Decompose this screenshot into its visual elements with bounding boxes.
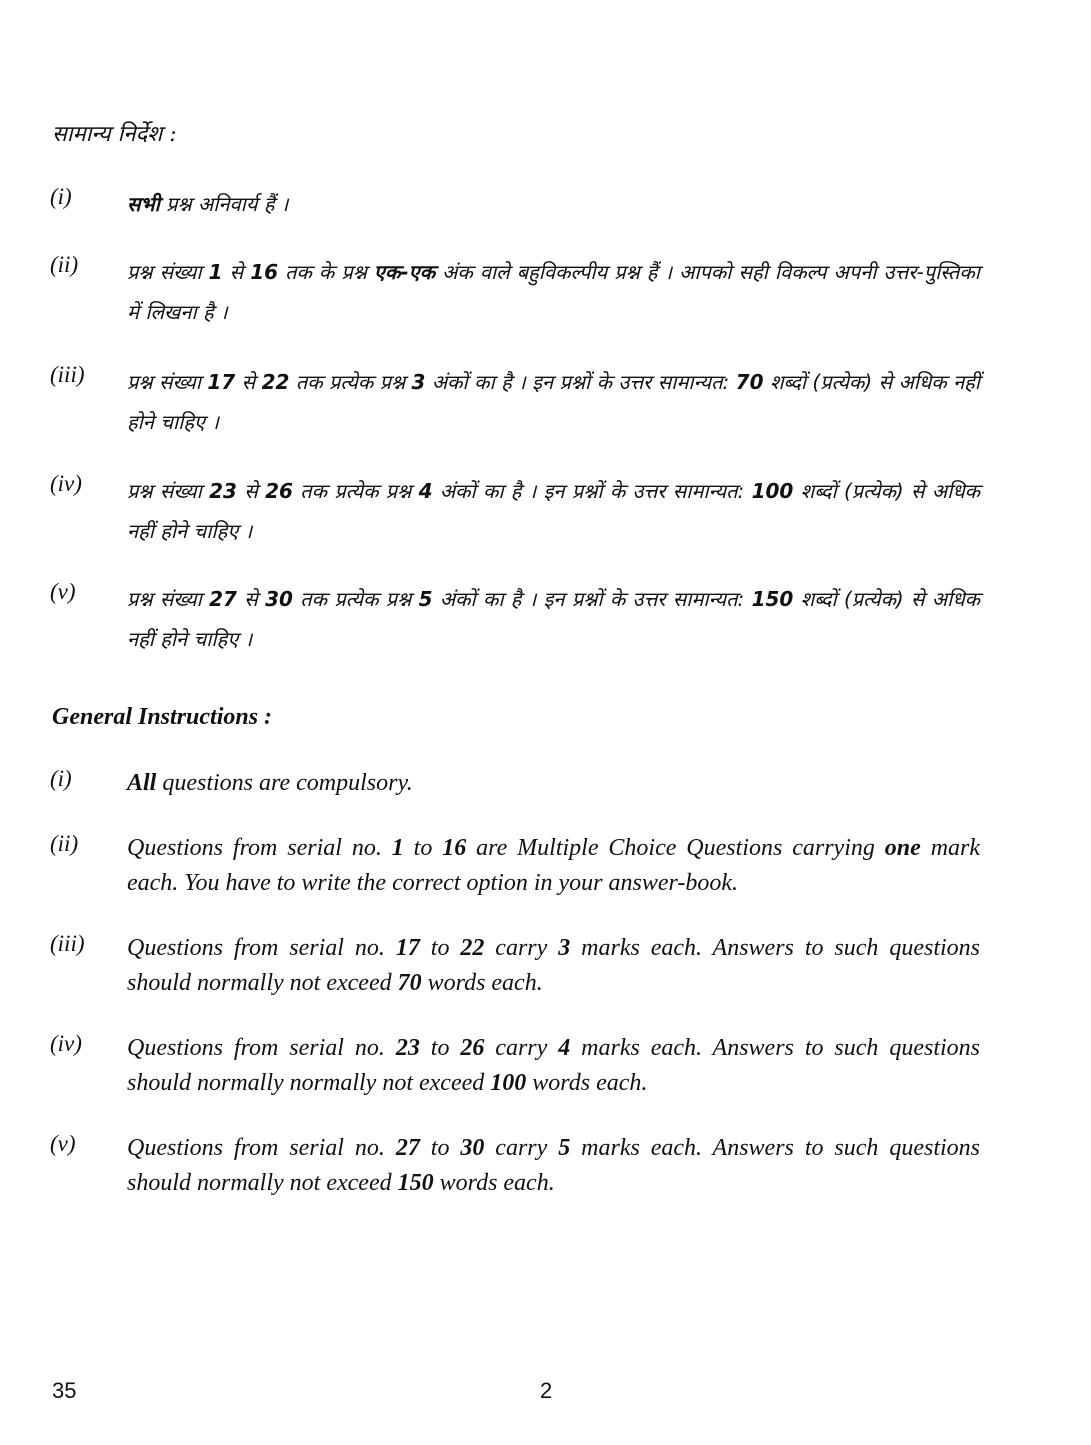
bold-text-segment: 23 [209, 479, 237, 503]
text-segment: प्रश्न अनिवार्य हैं । [159, 192, 289, 216]
instruction-text [127, 1131, 980, 1201]
bold-text-segment: 17 [207, 370, 236, 394]
hindi-instruction-item [50, 579, 980, 659]
text-segment: Questions from serial no. [127, 835, 392, 861]
english-instruction-item [50, 831, 980, 901]
text-segment: carry [484, 1135, 559, 1161]
bold-text-segment: 70 [735, 370, 764, 394]
text-segment: अंकों का है । इन प्रश्नों के उत्तर सामान्यत: [432, 587, 752, 611]
bold-text-segment: 3 [411, 370, 426, 394]
text-segment: से [236, 479, 266, 503]
text-segment: अंक वाले बहुविकल्पीय प्रश्न हैं । आपको सही विकल्प अपनी उत्तर-पुस्तिका में लिखना है । [127, 260, 980, 324]
page-number: 2 [540, 1378, 553, 1403]
instruction-text [127, 931, 980, 1001]
bold-text-segment: 150 [397, 1170, 434, 1196]
bold-text-segment: 23 [395, 1035, 420, 1061]
text-segment: प्रश्न संख्या [127, 370, 208, 394]
paper-code: 35 [52, 1378, 77, 1403]
text-segment: Questions from serial no. [127, 935, 396, 961]
bold-text-segment: 1 [208, 260, 223, 284]
english-instruction-item [50, 1131, 980, 1201]
text-segment: to [403, 835, 443, 861]
text-segment: प्रश्न संख्या [127, 479, 210, 503]
item-number: (i) [50, 766, 72, 791]
text-segment: Questions from serial no. [127, 1135, 396, 1161]
item-number: (v) [50, 579, 76, 604]
text-segment: से [222, 260, 251, 284]
bold-text-segment: 22 [261, 370, 290, 394]
instruction-text [127, 766, 980, 801]
bold-text-segment: 22 [460, 935, 485, 961]
bold-text-segment: 26 [265, 479, 293, 503]
text-segment: शब्दों (प्रत्येक) से अधिक नहीं होने चाहिए । [127, 587, 980, 651]
instruction-text [127, 1031, 980, 1101]
text-segment: तक प्रत्येक प्रश्न [292, 587, 419, 611]
text-segment: to [419, 1135, 461, 1161]
hindi-instruction-item [50, 362, 980, 442]
english-instruction-item [50, 1031, 980, 1101]
bold-text-segment: 150 [751, 587, 794, 611]
item-number: (v) [50, 1131, 76, 1156]
text-segment: words each. [433, 1170, 555, 1196]
item-number: (ii) [50, 831, 79, 856]
text-segment: से [235, 370, 262, 394]
bold-text-segment: एक-एक [373, 260, 436, 284]
text-segment: questions are compulsory. [156, 770, 413, 796]
bold-text-segment: 26 [460, 1035, 485, 1061]
text-segment: words each. [421, 970, 543, 996]
text-segment: marks each. Answers to such questions should normally normally not exceed [127, 1035, 980, 1096]
bold-text-segment: one [884, 835, 921, 861]
text-segment: words each. [526, 1070, 648, 1096]
english-instruction-item [50, 931, 980, 1001]
instruction-text [127, 252, 980, 332]
text-segment: शब्दों (प्रत्येक) से अधिक नहीं होने चाहिए । [127, 370, 980, 434]
instruction-text [127, 579, 980, 659]
bold-text-segment: 30 [265, 587, 293, 611]
instruction-text [127, 184, 980, 224]
text-segment: to [419, 1035, 461, 1061]
text-segment: mark each. You have to write the correct option in your answer-book. [127, 835, 981, 896]
item-number: (iii) [50, 362, 85, 387]
bold-text-segment: 100 [751, 479, 794, 503]
item-number: (ii) [50, 252, 79, 277]
text-segment: Questions from serial no. [127, 1035, 396, 1061]
bold-text-segment: 100 [490, 1070, 527, 1096]
item-number: (i) [50, 184, 72, 209]
bold-text-segment: 16 [250, 260, 279, 284]
item-number: (iii) [50, 931, 85, 956]
bold-text-segment: 5 [558, 1135, 571, 1161]
text-segment: carry [484, 935, 559, 961]
item-number: (iv) [50, 1031, 82, 1056]
bold-text-segment: 27 [395, 1135, 420, 1161]
instruction-text [127, 362, 980, 442]
text-segment: से [236, 587, 266, 611]
text-segment: तक के प्रश्न [278, 260, 374, 284]
hindi-instruction-item [50, 184, 980, 224]
text-segment: तक प्रत्येक प्रश्न [289, 370, 412, 394]
text-segment: to [419, 935, 461, 961]
bold-text-segment: 1 [391, 835, 404, 861]
hindi-instruction-item [50, 252, 980, 332]
hindi-instruction-item [50, 471, 980, 551]
bold-text-segment: 4 [418, 479, 433, 503]
text-segment: marks each. Answers to such questions should normally not exceed [127, 1135, 980, 1196]
bold-text-segment: 27 [209, 587, 237, 611]
hindi-instructions-heading: सामान्य निर्देश : [52, 122, 177, 147]
text-segment: अंकों का है । इन प्रश्नों के उत्तर सामान्यत: [432, 479, 752, 503]
bold-text-segment: 3 [558, 935, 571, 961]
instruction-text [127, 471, 980, 551]
bold-text-segment: सभी [127, 192, 160, 216]
text-segment: प्रश्न संख्या [127, 260, 209, 284]
text-segment: प्रश्न संख्या [127, 587, 210, 611]
text-segment: marks each. Answers to such questions should normally not exceed [127, 935, 980, 996]
bold-text-segment: 5 [418, 587, 433, 611]
bold-text-segment: 16 [442, 835, 467, 861]
text-segment: are Multiple Choice Questions carrying [466, 835, 885, 861]
item-number: (iv) [50, 471, 82, 496]
text-segment: carry [484, 1035, 559, 1061]
bold-text-segment: 30 [460, 1135, 485, 1161]
bold-text-segment: 17 [395, 935, 420, 961]
text-segment: तक प्रत्येक प्रश्न [292, 479, 419, 503]
bold-text-segment: 70 [397, 970, 422, 996]
instruction-text [127, 831, 980, 901]
text-segment: शब्दों (प्रत्येक) से अधिक नहीं होने चाहिए । [127, 479, 980, 543]
bold-text-segment: 4 [558, 1035, 571, 1061]
english-instruction-item [50, 766, 980, 801]
english-instructions-heading: General Instructions : [52, 704, 273, 730]
bold-text-segment: All [127, 770, 157, 796]
text-segment: अंकों का है । इन प्रश्नों के उत्तर सामान्यत: [425, 370, 736, 394]
